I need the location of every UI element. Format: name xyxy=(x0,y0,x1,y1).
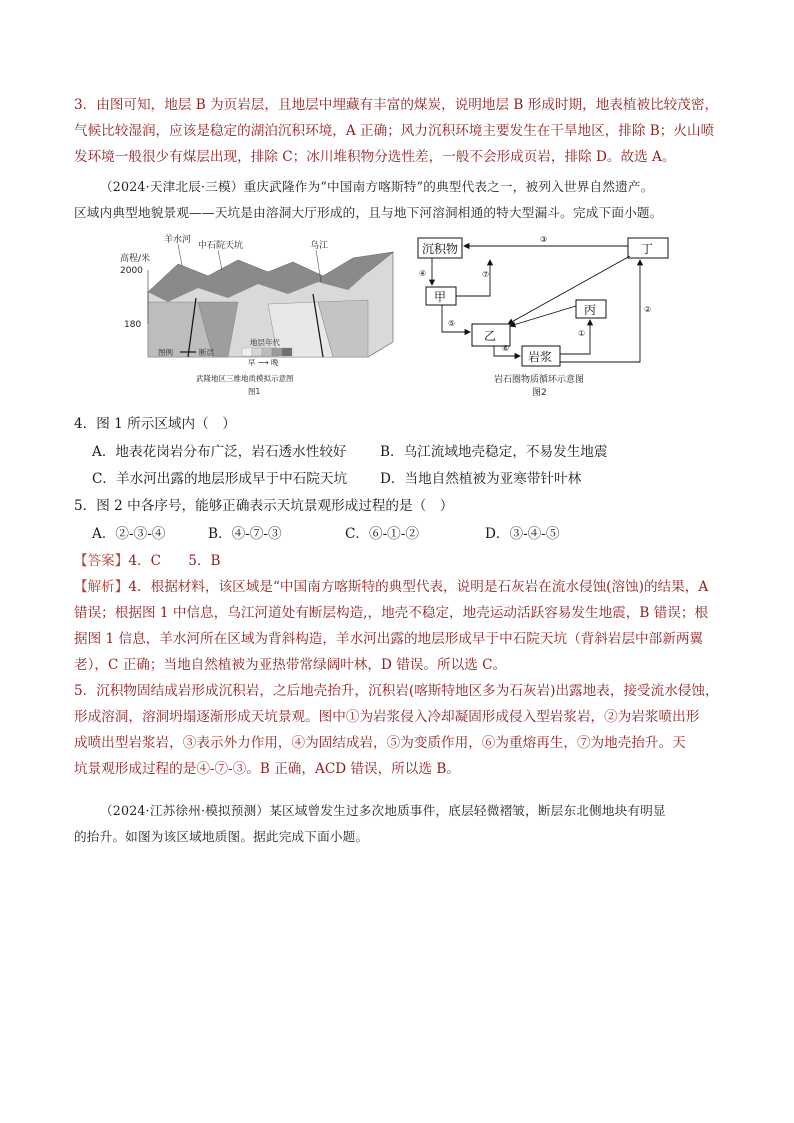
figure-1-caption: 武隆地区三维地质模拟示意图 xyxy=(196,374,294,383)
analysis-p1-line-1 xyxy=(74,574,724,600)
analysis-p1-line-1-text: 4．根据材料，该区域是“中国南方喀斯特的典型代表，说明是石灰岩在流水侵蚀(溶蚀)的结果，A xyxy=(128,579,709,595)
tick-2000: 2000 xyxy=(120,266,143,276)
figure-2 xyxy=(412,232,678,402)
q5-stem: 5．图 2 中各序号，能够正确表示天坑景观形成过程的是（ ） xyxy=(74,498,454,514)
legend-swatch-3 xyxy=(262,348,272,356)
legend-swatch-4 xyxy=(272,348,282,356)
figure-2-caption: 岩石圈物质循环示意图 xyxy=(494,375,585,385)
q4-option-a: A．地表花岗岩分布广泛，岩石透水性较好 xyxy=(92,444,347,460)
q5-option-c: C．⑥-①-② xyxy=(345,526,419,542)
leader-yangshui xyxy=(178,244,182,266)
passage-2-line-2: 的抬升。如图为该区域地质图。据此完成下面小题。 xyxy=(74,829,369,844)
q5-option-a: A．②-③-④ xyxy=(92,526,166,542)
arrow-5 xyxy=(442,305,470,332)
figure-2-number: 图2 xyxy=(532,388,547,398)
box-ding-label: 丁 xyxy=(641,242,654,256)
passage-1-line-1: （2024·天津北辰·三模）重庆武隆作为“中国南方喀斯特”的典型代表之一，被列入世界自然遗产。 xyxy=(100,179,654,194)
box-sediment-label: 沉积物 xyxy=(422,242,459,256)
tick-180: 180 xyxy=(124,320,142,330)
label-zhongshiyuan-tiankeng: 中石院天坑 xyxy=(198,241,244,251)
analysis-p2-line-3: 成喷出型岩浆岩，③表示外力作用，④为固结成岩，⑤为变质作用，⑥为重熔再生，⑦为地壳抬升。天 xyxy=(74,735,686,751)
analysis-tag: 【解析】 xyxy=(74,579,129,595)
legend-swatch-1 xyxy=(242,348,252,356)
q4-option-d: D．当地自然植被为亚寒带针叶林 xyxy=(380,471,582,487)
circle-3: ③ xyxy=(540,235,548,244)
passage-1-line-2: 区域内典型地貌景观——天坑是由溶洞大厅形成的，且与地下河溶洞相通的特大型漏斗。完成下面小题。 xyxy=(74,205,663,220)
analysis xyxy=(74,574,724,782)
elevation-unit: 高程/米 xyxy=(120,254,151,264)
circle-5: ⑤ xyxy=(448,319,456,328)
legend-label: 图例 xyxy=(158,348,173,357)
box-magma-label: 岩浆 xyxy=(528,350,553,364)
circle-6: ⑥ xyxy=(502,344,510,353)
label-wujiang: 乌江 xyxy=(310,241,329,251)
label-yangshui-river: 羊水河 xyxy=(164,235,192,245)
box-yi-label: 乙 xyxy=(484,329,497,343)
passage-2 xyxy=(74,798,724,850)
answer-line xyxy=(74,548,724,574)
legend-scale: 早 ⟶ 晚 xyxy=(248,358,279,367)
analysis-p1-line-3: 据图 1 信息，羊水河所在区域为背斜构造，羊水河出露的地层形成早于中石院天坑（背斜岩层中部新两翼 xyxy=(74,631,704,647)
q4-option-c: C．羊水河出露的地层形成早于中石院天坑 xyxy=(92,471,348,487)
circle-4: ④ xyxy=(419,269,427,278)
circle-7: ⑦ xyxy=(482,270,490,279)
q3-explanation xyxy=(74,92,724,170)
figure-1-number: 图1 xyxy=(248,387,261,396)
q3-line-1: 3．由图可知，地层 B 为页岩层，且地层中埋藏有丰富的煤炭，说明地层 B 形成时期，地表植被比较茂密， xyxy=(74,97,719,113)
circle-2: ② xyxy=(644,305,652,314)
circle-1: ① xyxy=(578,329,586,338)
legend-swatch-2 xyxy=(252,348,262,356)
analysis-p2-line-4: 坑景观形成过程的是④-⑦-③。B 正确，ACD 错误，所以选 B。 xyxy=(74,761,460,777)
passage-1 xyxy=(74,174,724,226)
q5-option-b: B．④-⑦-③ xyxy=(208,526,282,542)
legend-swatch-5 xyxy=(282,348,292,356)
passage-2-line-1: （2024·江苏徐州·模拟预测）某区域曾发生过多次地质事件，底层轻微褶皱，断层东北侧地块有明显 xyxy=(100,803,666,818)
arrow-ding-yi xyxy=(508,256,630,324)
q3-line-3: 发环境一般很少有煤层出现，排除 C；冰川堆积物分选性差，一般不会形成页岩，排除 D。故选 A。 xyxy=(74,149,676,165)
arrow-1 xyxy=(560,320,590,354)
legend-strata-title: 地层年代 xyxy=(250,338,280,347)
analysis-p2-line-2: 形成溶洞，溶洞坍塌逐渐形成天坑景观。图中①为岩浆侵入冷却凝固形成侵入型岩浆岩，②为岩浆喷出形 xyxy=(74,709,700,725)
analysis-p2-line-1: 5．沉积物固结成岩形成沉积岩，之后地壳抬升，沉积岩(喀斯特地区多为石灰岩)出露地表，接受流水侵蚀， xyxy=(74,683,719,699)
q4-option-b: B．乌江流域地壳稳定，不易发生地震 xyxy=(380,444,608,460)
analysis-p1-line-4: 老），C 正确；当地自然植被为亚热带常绿阔叶林，D 错误。所以选 C。 xyxy=(74,657,507,673)
figure-1 xyxy=(118,232,408,400)
analysis-p1-line-2: 错误；根据图 1 中信息，乌江河道处有断层构造,，地壳不稳定，地壳运动活跃容易发生地震，B 错误；根 xyxy=(74,605,709,621)
box-bing-label: 丙 xyxy=(584,303,597,317)
legend-fault-label: 断层 xyxy=(199,348,214,357)
q3-line-2: 气候比较湿润，应该是稳定的湖泊沉积环境，A 正确；风力沉积环境主要发生在干旱地区，排除 B；火山喷 xyxy=(74,123,715,139)
box-jia-label: 甲 xyxy=(434,290,447,304)
arrow-bing-yi xyxy=(510,306,576,326)
answer-tag: 【答案】 xyxy=(74,553,129,569)
leader-tiankeng xyxy=(218,250,222,270)
answer-text: 4．C 5．B xyxy=(128,553,221,569)
q5-option-d: D．③-④-⑤ xyxy=(485,526,560,542)
q4-stem: 4．图 1 所示区域内（ ） xyxy=(74,416,236,432)
